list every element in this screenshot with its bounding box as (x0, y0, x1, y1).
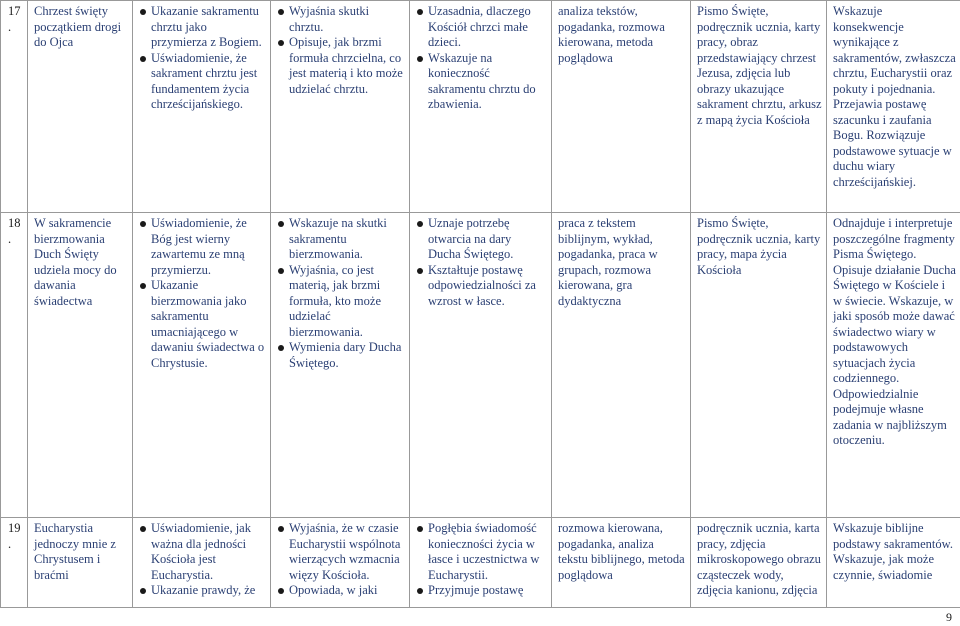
teaching-aids: Pismo Święte, podręcznik ucznia, karty pracy, mapa życia Kościoła (691, 213, 827, 518)
knowledge-requirements (271, 1, 410, 213)
list-item: Uzasadnia, dlaczego Kościół chrzci małe dzieci. (416, 4, 547, 51)
list-item: Ukazanie sakramentu chrztu jako przymierza z Bogiem. (139, 4, 266, 51)
teaching-aids: Pismo Święte, podręcznik ucznia, karty pracy, obraz przedstawiający chrzest Jezusa, zdjęcia lub obrazy ukazujące sakrament chrztu, arkusz z mapą życia Kościoła (691, 1, 827, 213)
lesson-number: 19. (1, 518, 28, 608)
methods: rozmowa kierowana, pogadanka, analiza tekstu biblijnego, metoda poglądowa (552, 518, 691, 608)
teaching-aids: podręcznik ucznia, karta pracy, zdjęcia mikroskopowego obrazu cząsteczek wody, zdjęcia kanionu, zdjęcia (691, 518, 827, 608)
list-item: Uświadomienie, że sakrament chrztu jest fundamentem życia chrześcijańskiego. (139, 51, 266, 113)
page-number: 9 (946, 610, 952, 626)
educational-goals (133, 213, 271, 518)
methods: analiza tekstów, pogadanka, rozmowa kierowana, metoda poglądowa (552, 1, 691, 213)
list-item: Wyjaśnia, co jest materią, jak brzmi formuła, kto może udzielać bierzmowania. (277, 263, 405, 341)
knowledge-requirements (271, 213, 410, 518)
educational-goals (133, 1, 271, 213)
skills-attitudes (410, 1, 552, 213)
list-item: Opisuje, jak brzmi formuła chrzcielna, co jest materią i kto może udzielać chrztu. (277, 35, 405, 97)
list-item: Ukazanie prawdy, że (139, 583, 266, 599)
list-item: Uznaje potrzebę otwarcia na dary Ducha Świętego. (416, 216, 547, 263)
list-item: Uświadomienie, jak ważna dla jedności Kościoła jest Eucharystia. (139, 521, 266, 583)
table-row (1, 1, 960, 213)
lesson-topic: W sakramencie bierzmowania Duch Święty udziela mocy do dawania świadectwa (28, 213, 133, 518)
list-item: Uświadomienie, że Bóg jest wierny zawartemu ze mną przymierzu. (139, 216, 266, 278)
lesson-topic: Chrzest święty początkiem drogi do Ojca (28, 1, 133, 213)
lesson-topic: Eucharystia jednoczy mnie z Chrystusem i braćmi (28, 518, 133, 608)
skills-attitudes (410, 518, 552, 608)
correlation: Wskazuje biblijne podstawy sakramentów. Wskazuje, jak może czynnie, świadomie (827, 518, 960, 608)
list-item: Wymienia dary Ducha Świętego. (277, 340, 405, 371)
table-row (1, 213, 960, 518)
list-item: Ukazanie bierzmowania jako sakramentu umacniającego w dawaniu świadectwa o Chrystusie. (139, 278, 266, 371)
list-item: Przyjmuje postawę (416, 583, 547, 599)
list-item: Kształtuje postawę odpowiedzialności za wzrost w łasce. (416, 263, 547, 310)
lesson-number: 18. (1, 213, 28, 518)
list-item: Wyjaśnia, że w czasie Eucharystii wspólnota wierzących wzmacnia więzy Kościoła. (277, 521, 405, 583)
methods: praca z tekstem biblijnym, wykład, pogadanka, praca w grupach, rozmowa kierowana, gra dydaktyczna (552, 213, 691, 518)
list-item: Wskazuje na konieczność sakramentu chrztu do zbawienia. (416, 51, 547, 113)
table-row (1, 518, 960, 608)
educational-goals (133, 518, 271, 608)
list-item: Pogłębia świadomość konieczności życia w łasce i uczestnictwa w Eucharystii. (416, 521, 547, 583)
correlation: Odnajduje i interpretuje poszczególne fragmenty Pisma Świętego. Opisuje działanie Ducha Świętego w Kościele i w świecie. Wskazuje, w jaki sposób może dawać świadectwo wiary w podstawowych sytuacjach życia codziennego. Odpowiedzialnie podejmuje własne zadania w najbliższym otoczeniu. (827, 213, 960, 518)
knowledge-requirements (271, 518, 410, 608)
list-item: Wskazuje na skutki sakramentu bierzmowania. (277, 216, 405, 263)
skills-attitudes (410, 213, 552, 518)
list-item: Wyjaśnia skutki chrztu. (277, 4, 405, 35)
lesson-number: 17. (1, 1, 28, 213)
list-item: Opowiada, w jaki (277, 583, 405, 599)
correlation: Wskazuje konsekwencje wynikające z sakramentów, zwłaszcza chrztu, Eucharystii oraz pokuty i pojednania. Przejawia postawę szacunku i zaufania Bogu. Rozwiązuje podstawowe sytuacje w duchu wiary chrześcijańskiej. (827, 1, 960, 213)
